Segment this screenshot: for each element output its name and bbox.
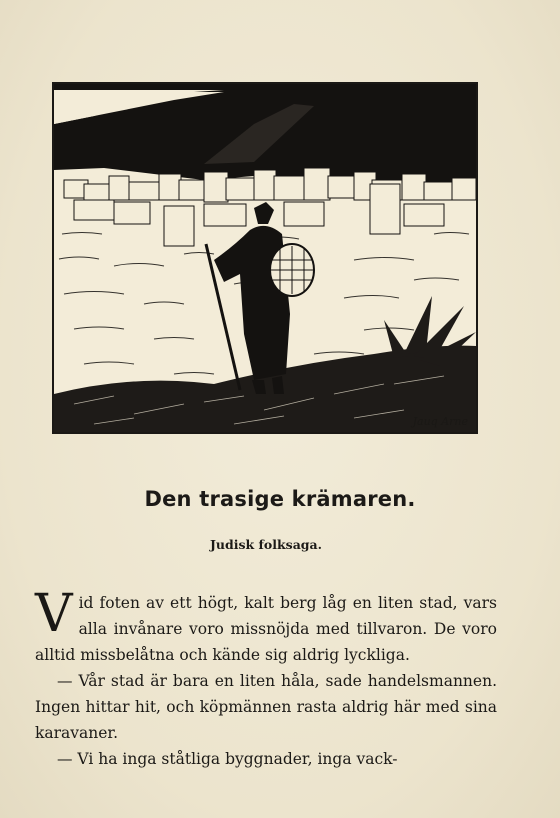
- paragraph-3: — Vi ha inga ståtliga byggnader, inga vack-: [57, 750, 398, 768]
- peddler-figure: [206, 202, 314, 394]
- paragraph-1: [35, 584, 497, 668]
- paragraph-1-text: id foten av ett högt, kalt berg låg en liten stad, vars alla invånare voro missnöjda med tillvaron. De voro alltid missbelåtna och kände sig aldrig lyckliga.: [35, 594, 497, 664]
- illustration-drawing: [54, 84, 476, 432]
- story-title: Den trasige krämaren.: [144, 487, 416, 511]
- story-body: [35, 584, 497, 772]
- paragraph-2: — Vår stad är bara en liten håla, sade handelsmannen. Ingen hittar hit, och köpmännen rasta aldrig här med sina karavaner.: [35, 672, 497, 742]
- drop-cap: V: [35, 584, 73, 644]
- story-subtitle: Judisk folksaga.: [210, 537, 322, 552]
- artist-signature: Jauq Arne: [412, 415, 468, 428]
- peddler-illustration: [52, 82, 478, 434]
